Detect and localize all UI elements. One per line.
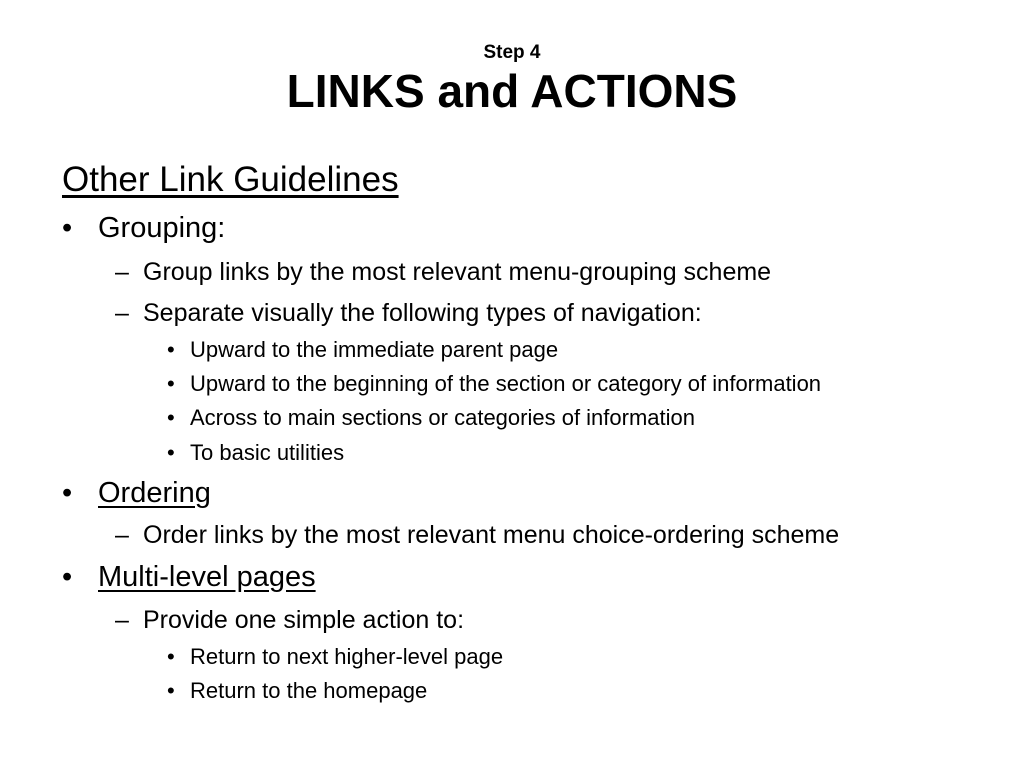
nav-type-item: Upward to the beginning of the section or category of information <box>190 371 822 396</box>
dash-marker: – <box>115 606 129 634</box>
nav-type-item: To basic utilities <box>190 440 345 465</box>
bullet-marker: • <box>167 371 175 396</box>
bullet-marker: • <box>167 405 175 430</box>
dash-marker: – <box>115 299 129 327</box>
bullet-marker: • <box>62 477 73 509</box>
bullet-multi-level-pages: Multi-level pages <box>98 561 316 593</box>
nav-type-item: Across to main sections or categories of information <box>190 405 696 430</box>
bullet-marker: • <box>167 644 175 669</box>
bullet-marker: • <box>62 212 73 244</box>
bullet-marker: • <box>167 678 175 703</box>
bullet-ordering: Ordering <box>98 477 211 509</box>
bullet-marker: • <box>62 561 73 593</box>
bullet-grouping: Grouping: <box>98 212 226 244</box>
bullet-marker: • <box>167 337 175 362</box>
nav-type-item: Upward to the immediate parent page <box>190 337 559 362</box>
bullet-marker: • <box>167 440 175 465</box>
sub-item-order-links: Order links by the most relevant menu choice-ordering scheme <box>143 521 840 549</box>
dash-marker: – <box>115 258 129 286</box>
dash-marker: – <box>115 521 129 549</box>
action-item: Return to the homepage <box>190 678 428 703</box>
action-item: Return to next higher-level page <box>190 644 504 669</box>
sub-item-separate-visually: Separate visually the following types of navigation: <box>143 299 702 327</box>
step-label: Step 4 <box>483 42 541 63</box>
section-heading: Other Link Guidelines <box>62 160 399 199</box>
title-block <box>0 41 1024 117</box>
sub-item-simple-action: Provide one simple action to: <box>143 606 465 634</box>
slide-title: LINKS and ACTIONS <box>286 65 738 117</box>
sub-item-group-links: Group links by the most relevant menu-grouping scheme <box>143 258 772 286</box>
